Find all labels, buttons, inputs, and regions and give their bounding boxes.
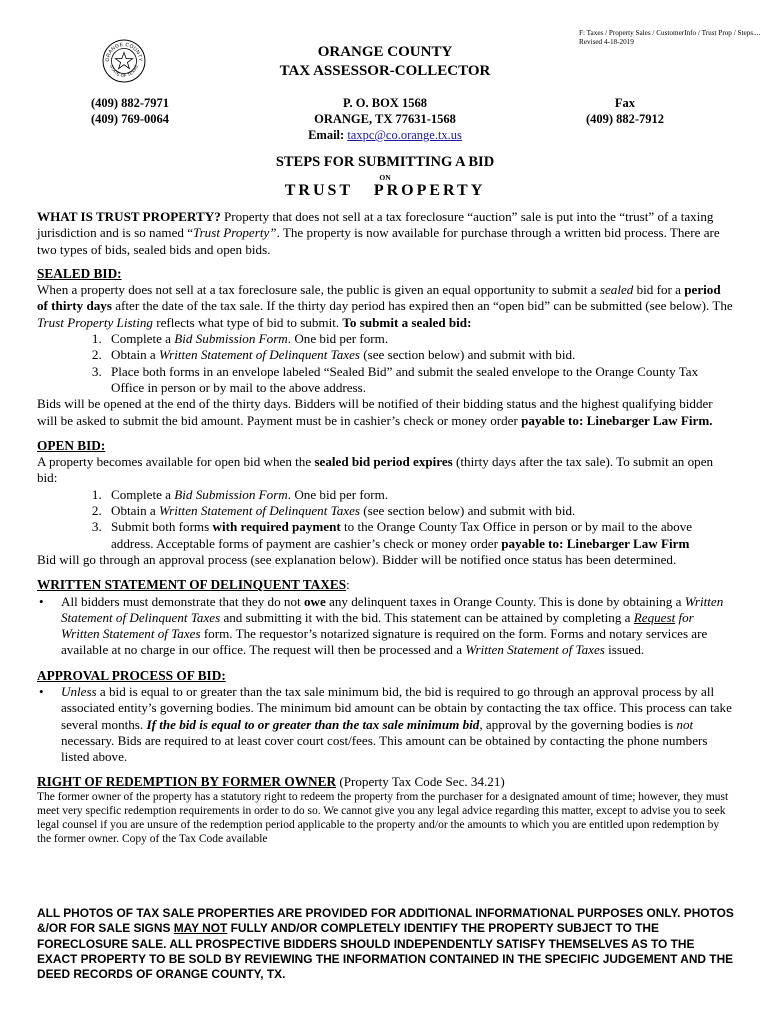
address-line-2: ORANGE, TX 77631-1568 <box>314 112 456 126</box>
header-county: ORANGE COUNTY <box>317 44 453 60</box>
intro-question: WHAT IS TRUST PROPERTY? <box>37 209 221 224</box>
list-item: 1. Complete a Bid Submission Form. One bid per form. <box>105 331 733 347</box>
sealed-bid-paragraph: When a property does not sell at a tax foreclosure sale, the public is given an equal opportunity to submit a sealed bid for a period of thirty days after the date of the tax sale. If the thirty day period has expired then an “open bid” can be submitted (see below). The Trust Property Listing reflects what type of bid to submit. To submit a sealed bid: <box>37 282 733 330</box>
list-item: 2. Obtain a Written Statement of Delinquent Taxes (see section below) and submit with bid. <box>105 347 733 363</box>
list-item: • All bidders must demonstrate that they do not owe any delinquent taxes in Orange County. This is done by obtaining a Written Statement of Delinquent Taxes and submitting it with the bid. This statement can be attained by completing a Request for Written Statement of Taxes form. The requestor’s notarized signature is required on the form. Forms and notary services are available at no charge in our office. The request will then be processed and a Written Statement of Taxes issued. <box>59 594 733 659</box>
header-office: TAX ASSESSOR-COLLECTOR <box>279 63 491 79</box>
open-bid-closing: Bid will go through an approval process (see explanation below). Bidder will be notified once status has been determined. <box>37 551 677 567</box>
open-bid-heading: OPEN BID: <box>37 437 106 453</box>
photo-disclaimer: ALL PHOTOS OF TAX SALE PROPERTIES ARE PROVIDED FOR ADDITIONAL INFORMATIONAL PURPOSES ONLY. PHOTOS &/OR FOR SALE SIGNS MAY NOT FULLY AND/OR COMPLETELY IDENTIFY THE PROPERTY SUBJECT TO THE FORECLOSURE SALE. ALL PROSPECTIVE BIDDERS SHOULD INDEPENDENTLY SATISFY THEMSELVES AS TO THE EXACT PROPERTY TO BE SOLD BY REVIEWING THE INFORMATION CONTAINED IN THE SPECIFIC JUDGEMENT AND THE DEED RECORDS OF ORANGE COUNTY, TX. <box>37 906 734 982</box>
doc-title-on: ON <box>379 173 391 182</box>
list-item: • Unless a bid is equal to or greater than the tax sale minimum bid, the bid is required to go through an approval process by all associated entity’s governing bodies. The minimum bid amount can be obtain by contacting the tax office. This process can take several months. If the bid is equal to or greater than the tax sale minimum bid, approval by the governing bodies is not necessary. Bids are required to at least cover court cost/fees. This amount can be obtained by contacting the phone numbers listed above. <box>59 684 733 765</box>
fax-label: Fax <box>614 96 636 110</box>
open-bid-steps <box>37 487 733 552</box>
list-item: 1. Complete a Bid Submission Form. One bid per form. <box>105 487 733 503</box>
phone-1: (409) 882-7971 <box>90 96 170 110</box>
fax-block <box>575 95 675 127</box>
fax-number: (409) 882-7912 <box>585 112 665 126</box>
intro-paragraph: WHAT IS TRUST PROPERTY? Property that does not sell at a tax foreclosure “auction” sale is put into the “trust” of a taxing jurisdiction and is so named “Trust Property”. The property is now available for purchase through a written bid process. There are two types of bids, sealed bids and open bids. <box>37 209 720 257</box>
written-statement-heading: WRITTEN STATEMENT OF DELINQUENT TAXES: <box>37 577 350 593</box>
doc-title-trust-property: TRUST PROPERTY <box>284 182 486 199</box>
redemption-paragraph: The former owner of the property has a statutory right to redeem the property from the purchaser for a designated amount of time; however, they must meet very specific redemption requirements in order to do so. We cannot give you any legal advice regarding this matter, except to advise you to seek legal counsel if you are unsure of the redemption period applicable to the property and/or the amounts to which you are entitled upon redemption by the former owner. Copy of the Tax Code available <box>37 790 729 845</box>
seal-bottom-text: STATE OF TEXAS <box>109 64 139 79</box>
written-statement-list <box>37 594 733 659</box>
redemption-heading: RIGHT OF REDEMPTION BY FORMER OWNER (Property Tax Code Sec. 34.21) <box>37 773 505 789</box>
email-link[interactable]: taxpc@co.orange.tx.us <box>347 128 462 142</box>
document-body <box>37 209 733 846</box>
address-block <box>260 95 510 143</box>
list-item: 3. Place both forms in an envelope labeled “Sealed Bid” and submit the sealed envelope to the Orange County Tax Office in person or by mail to the above address. <box>105 364 733 397</box>
address-line-1: P. O. BOX 1568 <box>343 96 427 110</box>
approval-heading: APPROVAL PROCESS OF BID: <box>37 667 226 683</box>
list-item: 3. Submit both forms with required payment to the Orange County Tax Office in person or by mail to the above address. Acceptable forms of payment are cashier’s check or money order payable to: Linebarger Law Firm <box>105 519 733 552</box>
file-path-note: F: Taxes / Property Sales / CustomerInfo / Trust Prop / Steps.... Revised 4-18-2019 <box>579 29 761 46</box>
sealed-bid-closing: Bids will be opened at the end of the thirty days. Bidders will be notified of their bidding status and the highest qualifying bidder will be asked to submit the bid amount. Payment must be in cashier’s check or money order payable to: Linebarger Law Firm. <box>37 396 713 428</box>
phone-block <box>80 95 180 127</box>
list-item: 2. Obtain a Written Statement of Delinquent Taxes (see section below) and submit with bid. <box>105 503 733 519</box>
approval-list <box>37 684 733 765</box>
sealed-bid-heading: SEALED BID: <box>37 265 122 281</box>
doc-title: STEPS FOR SUBMITTING A BID <box>275 154 495 170</box>
phone-2: (409) 769-0064 <box>90 112 170 126</box>
sealed-bid-steps <box>37 331 733 396</box>
email-label: Email: <box>308 128 345 142</box>
open-bid-paragraph: A property becomes available for open bid when the sealed bid period expires (thirty days after the tax sale). To submit an open bid: <box>37 454 714 486</box>
seal-top-text: ORANGE COUNTY <box>104 41 144 62</box>
